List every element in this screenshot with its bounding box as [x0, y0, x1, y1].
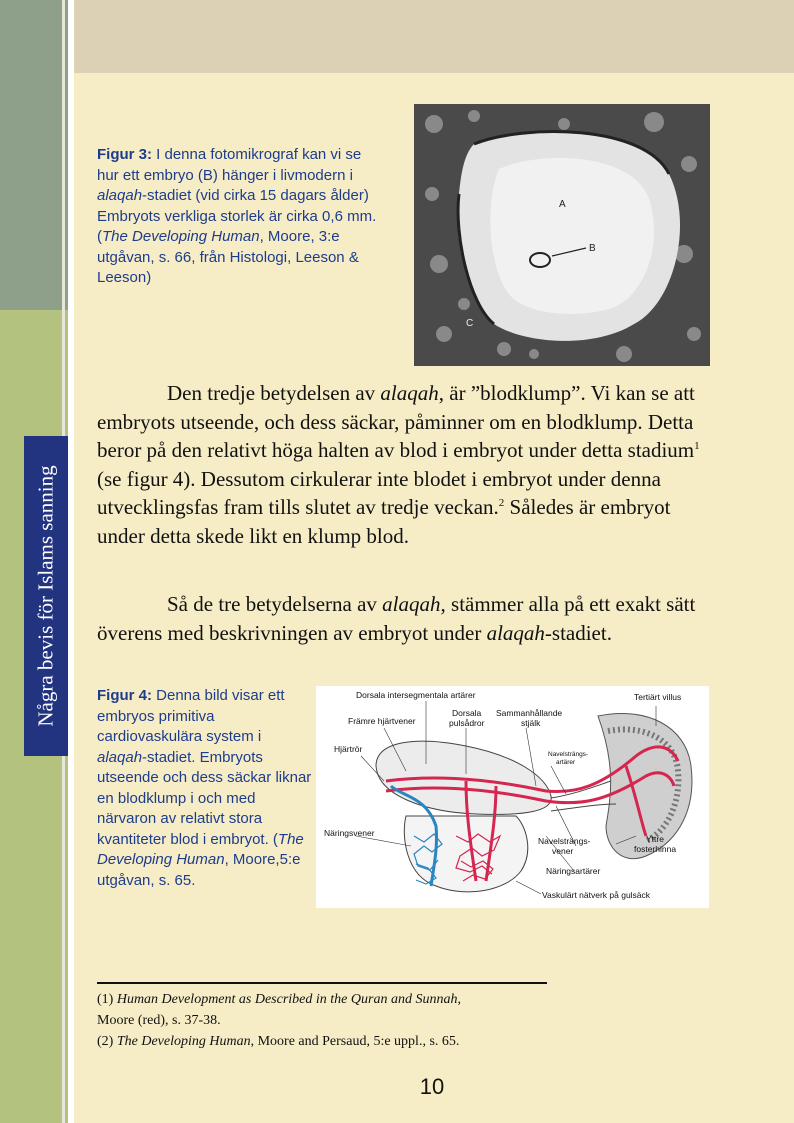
diagram-label-dorsala-2: pulsådror [449, 718, 485, 728]
footnote-1-rest: , [457, 992, 461, 1007]
diagram-label-samman-2: stjälk [521, 718, 541, 728]
figure4-text-c: , Moore,5:e utgåvan, s. 65. [97, 851, 301, 889]
figure3-label-b: B [589, 243, 596, 254]
diagram-label-dorsala-1: Dorsala [452, 708, 482, 718]
footnote-1 [97, 989, 461, 1031]
footnote-divider [97, 982, 547, 984]
sidebar-edge [68, 0, 74, 1123]
figure4-caption [97, 686, 312, 891]
footnote-ref-1[interactable]: 1 [694, 440, 700, 452]
figure3-text-b: -stadiet (vid cirka 15 dagars ålder) Embryots verkliga storlek är cirka 0,6 mm. ( [97, 187, 377, 245]
para2-text: Så de tre betydelserna av [167, 592, 383, 616]
footnote-ref-2[interactable]: 2 [498, 497, 505, 509]
figure3-source: The Developing Human [102, 228, 260, 245]
diagram-label-hjartror: Hjärtrör [334, 744, 363, 754]
para2-text-2: , stämmer alla på ett exakt sätt överens med beskrivningen av embryot under [97, 592, 696, 645]
figure3-text: I denna fotomikrograf kan vi se hur ett embryo (B) hänger i livmodern i [97, 146, 362, 184]
para1-text-2: , är ”blodklump”. Vi kan se att embryots utseende, och dess säckar, påminner om en blodklump. Detta beror på den relativt höga halten av blod i embryot under detta stadium [97, 381, 695, 462]
para1-text-4: Således är embryot under detta skede likt en klump blod. [97, 495, 671, 548]
footnote-1-title: Human Development as Described in the Quran and Sunnah [116, 992, 458, 1007]
para2-text-3: -stadiet. [544, 620, 612, 645]
sidebar-top-band [0, 0, 68, 310]
figure3-micrograph [414, 104, 710, 366]
diagram-label-navel-art-2: artärer [556, 759, 576, 766]
page-number: 10 [419, 1074, 445, 1099]
figure4-diagram [316, 686, 709, 908]
footnote-1-num: (1) [97, 992, 117, 1007]
diagram-label-navel-ven-1: Navelsträngs- [538, 836, 591, 846]
figure4-source: The Developing Human [97, 830, 304, 868]
footnote-2-title: The Developing Human [116, 1034, 251, 1049]
figure4-label: Figur 4: [97, 687, 152, 704]
header-band [74, 0, 794, 73]
footnote-2 [97, 1031, 459, 1052]
diagram-label-navel-art-1: Navelsträngs- [548, 751, 589, 758]
figure3-label-c: C [466, 318, 474, 329]
figure4-text-b: -stadiet. Embryots utseende och dess säckar liknar en blodklump i och med närvaron av relativt stora kvantiteter blod i embryot. ( [97, 748, 312, 848]
diagram-label-navel-ven-2: vener [552, 846, 574, 856]
body-paragraph-1 [97, 379, 722, 550]
figure3-text-c: , Moore, 3:e utgåvan, s. 66, från Histologi, Leeson & Leeson) [97, 228, 359, 286]
diagram-label-tertiart: Tertiärt villus [634, 692, 682, 702]
para1-term: alaqah [380, 381, 439, 405]
footnote-2-num: (2) [97, 1034, 117, 1049]
sidebar-title-tab [24, 436, 68, 756]
para2-term-2: alaqah [486, 620, 545, 645]
diagram-label-samman-1: Sammanhållande [496, 708, 563, 718]
figure3-label: Figur 3: [97, 146, 152, 163]
figure4-term: alaqah [97, 748, 143, 766]
diagram-label-yttre-2: fosterhinna [634, 844, 677, 854]
figure3-label-a: A [559, 199, 566, 210]
para2-term: alaqah [382, 592, 441, 616]
footnote-2-rest: , Moore and Persaud, 5:e uppl., s. 65. [250, 1034, 460, 1049]
footnote-1-line2: Moore (red), s. 37-38. [97, 1013, 221, 1028]
sidebar-title: Några bevis för Islams sanning [33, 465, 58, 727]
figure3-caption [97, 145, 387, 289]
figure4-text: Denna bild visar ett embryos primitiva cardiovaskulära system i [97, 687, 285, 745]
figure3-term: alaqah [97, 187, 143, 204]
diagram-label-framre: Främre hjärtvener [348, 716, 416, 726]
diagram-label-yttre-1: Yttre [646, 834, 664, 844]
diagram-label-dorsala-inter: Dorsala intersegmentala artärer [356, 690, 476, 700]
diagram-label-vaskulart: Vaskulärt nätverk på gulsäck [542, 890, 651, 900]
diagram-label-naringsartarer: Näringsartärer [546, 866, 601, 876]
para1-text-3: (se figur 4). Dessutom cirkulerar inte blodet i embryot under denna utvecklingsfas fram tills slutet av tredje veckan. [97, 466, 661, 519]
diagram-label-naringsvener: Näringsvener [324, 828, 375, 838]
body-paragraph-2 [97, 590, 722, 647]
para1-text: Den tredje betydelsen av [167, 381, 381, 405]
